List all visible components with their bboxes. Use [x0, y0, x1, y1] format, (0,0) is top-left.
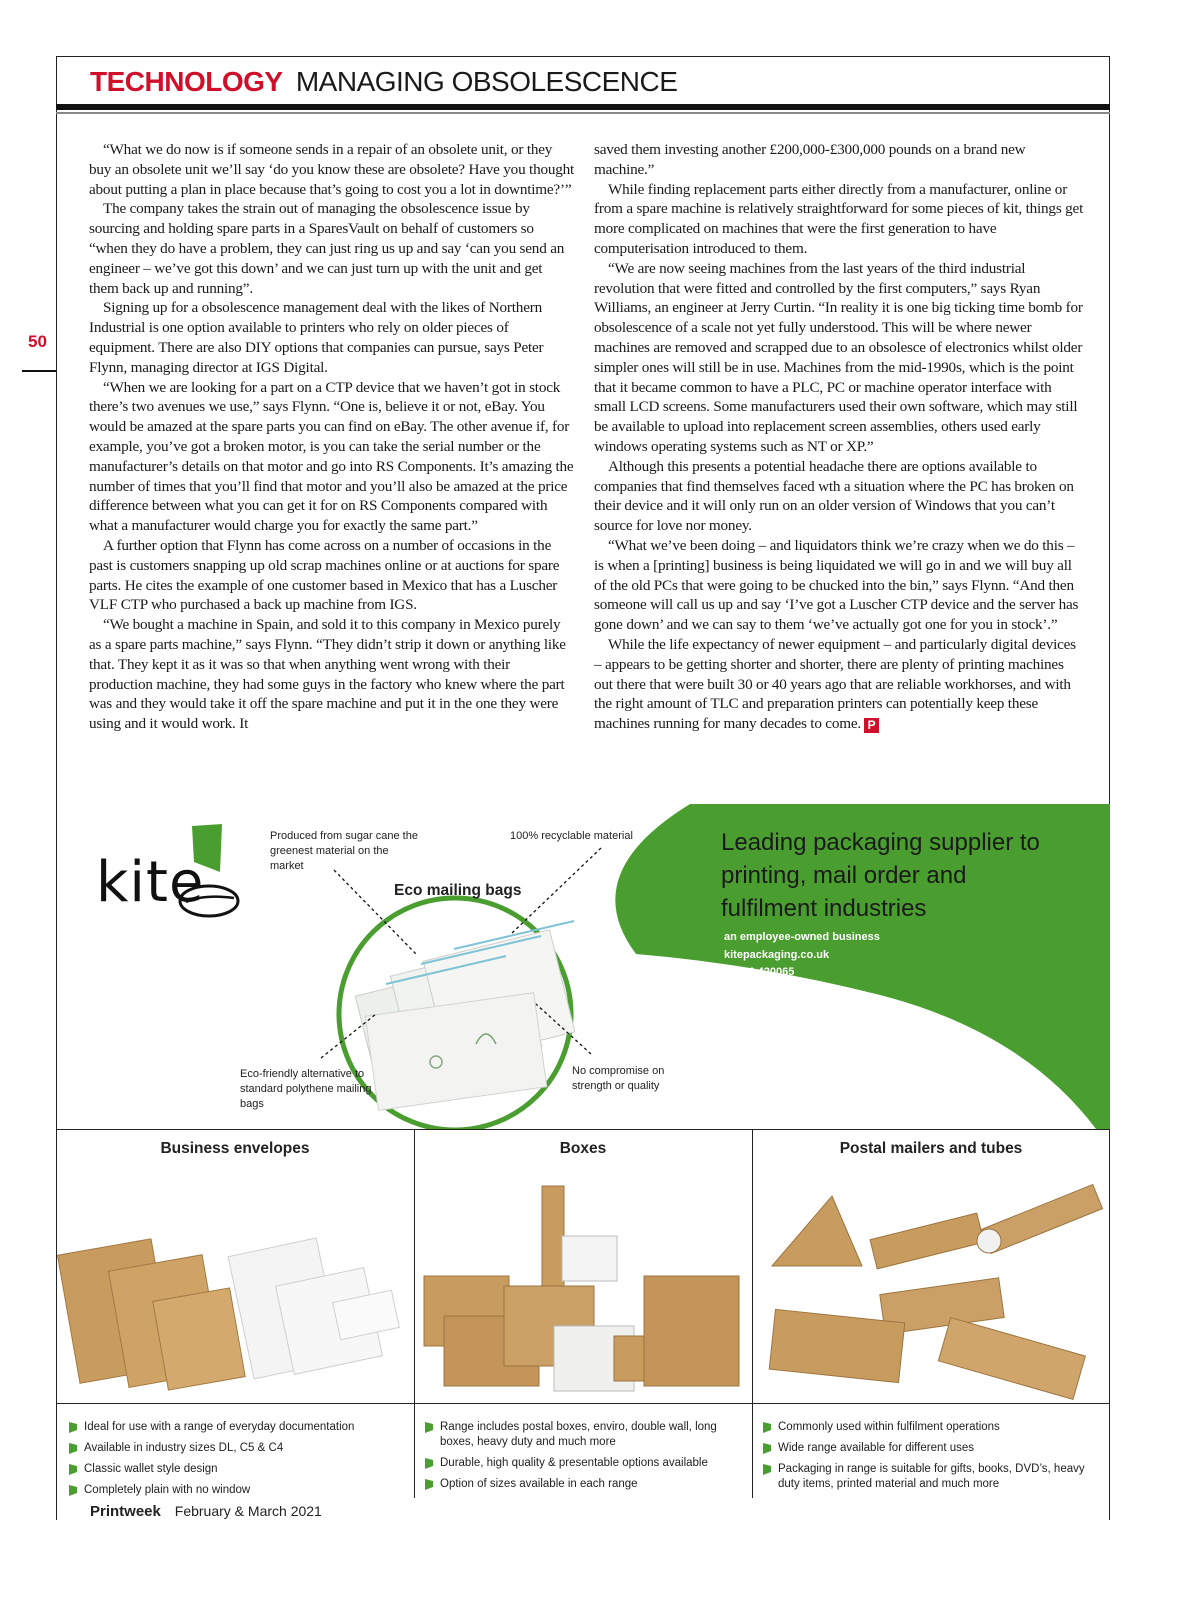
- callout-eco-friendly: Eco-friendly alternative to standard polythene mailing bags: [240, 1068, 372, 1110]
- paragraph: “We are now seeing machines from the last years of the third industrial revolution that were fitted and controlled by the first computers,” says Ryan Williams, an engineer at Jerry Curtin. “In reality it is one big ticking time bomb for obsolescence of a scale not yet fully understood. This will be where newer machines are removed and scrapped due to an obsolesce of electronics whilst older simpler ones will still be in use. Machines from the mid-1990s, which is the point that it became common to have a PLC, PC or machine operator interface with small LCD screens. Some manufacturers used their own software, which may still be available to upload into replacement screen assemblies, others used early windows operating systems such as NT or XP.”: [594, 259, 1083, 455]
- article-column-left: [89, 140, 575, 734]
- flag-bullet-icon: [68, 1443, 78, 1454]
- paragraph: “What we do now is if someone sends in a repair of an obsolete unit, or they buy an obsolete unit we’ll say ‘do you know these are obsolete? Have you thought about putting a plan in place because that’s going to cost you a lot in downtime?’”: [89, 141, 575, 198]
- bullet-text: Available in industry sizes DL, C5 & C4: [84, 1442, 284, 1454]
- paragraph-text: While the life expectancy of newer equipment – and particularly digital devices – appears to be getting shorter and shorter, there are plenty of printing machines out there that were built 30 or 40 years ago that are reliable workhorses, and with the right amount of TLC and preparation printers can potentially keep these machines running for many decades to come.: [594, 635, 1076, 733]
- bullet-text: Durable, high quality & presentable options available: [440, 1457, 708, 1469]
- bullet-text: Wide range available for different uses: [778, 1442, 975, 1454]
- list-item: [422, 1420, 746, 1450]
- list-item: [760, 1441, 1086, 1456]
- advert-hero: [56, 804, 1110, 1129]
- topic-label: MANAGING OBSOLESCENCE: [295, 66, 678, 97]
- paragraph: saved them investing another £200,000-£300,000 pounds on a brand new machine.”: [594, 141, 1026, 178]
- page-number: 50: [28, 332, 47, 351]
- row-divider: [56, 1403, 1110, 1404]
- article-column-right: [594, 140, 1084, 734]
- callout-recyclable: 100% recyclable material: [510, 830, 633, 842]
- flag-bullet-icon: [424, 1458, 434, 1469]
- list-item: [66, 1420, 406, 1435]
- footer-issue: February & March 2021: [174, 1503, 322, 1519]
- bullet-text: Completely plain with no window: [84, 1484, 251, 1496]
- bullet-text: Commonly used within fulfilment operations: [778, 1421, 1000, 1433]
- flag-bullet-icon: [424, 1422, 434, 1433]
- list-item: [422, 1477, 746, 1492]
- list-item: [66, 1462, 406, 1477]
- end-mark-icon: P: [864, 718, 879, 733]
- list-item: [422, 1456, 746, 1471]
- paragraph: The company takes the strain out of managing the obsolescence issue by sourcing and holding spare parts in a SparesVault on behalf of customers so “when they do have a problem, they can just ring us up and say ‘can you send an engineer – we’ve got this down’ and we can just turn up with the unit and get them back up and running”.: [89, 200, 565, 297]
- advert-contact: [724, 929, 880, 982]
- page-footer: [90, 1503, 322, 1520]
- header-rule-thin: [56, 112, 1110, 114]
- list-item: [66, 1441, 406, 1456]
- flag-bullet-icon: [762, 1464, 772, 1475]
- product-grid: [56, 1129, 1110, 1521]
- contact-line: an employee-owned business: [724, 931, 880, 943]
- flag-bullet-icon: [762, 1443, 772, 1454]
- list-item: [66, 1483, 406, 1498]
- product-title-envelopes: Business envelopes: [160, 1140, 310, 1157]
- paragraph: Although this presents a potential headache there are options available to companies that find themselves faced wth a situation where the PC has broken on their device and it will only run on an older version of Windows that you can’t source for love nor money.: [594, 457, 1074, 535]
- mailers-bullets: [760, 1420, 1086, 1498]
- flag-bullet-icon: [68, 1464, 78, 1475]
- advert-tagline: Leading packaging supplier to printing, mail order and fulfilment industries: [721, 829, 1040, 922]
- paragraph: “When we are looking for a part on a CTP device that we haven’t got in stock there’s two avenues we use,” says Flynn. “One is, believe it or not, eBay. You would be amazed at the spare parts you can find on eBay. The other avenue if, for example, you’ve got a broken motor, is you can take the serial number or the manufacturer’s details on that motor and go into RS Components. It’s amazing the number of times that you’ll find that motor and you’ll also be amazed at the price difference between what you can get it for on RS Components compared with what a manufacturer would charge you for exactly the same part.”: [89, 378, 574, 535]
- flag-bullet-icon: [762, 1422, 772, 1433]
- paragraph: Signing up for a obsolescence management deal with the likes of Northern Industrial is one option available to printers who rely on older pieces of equipment. There are also DIY options that companies can pursue, says Peter Flynn, managing director at IGS Digital.: [89, 299, 544, 376]
- product-title-mailers: Postal mailers and tubes: [839, 1140, 1023, 1157]
- header-rule: [56, 104, 1110, 110]
- mailers-image: [752, 1166, 1110, 1402]
- boxes-bullets: [422, 1420, 746, 1498]
- contact-website: kitepackaging.co.uk: [724, 948, 830, 961]
- footer-brand: Printweek: [90, 1503, 161, 1520]
- eco-mailing-bags-title: Eco mailing bags: [394, 882, 522, 899]
- bullet-text: Classic wallet style design: [84, 1463, 218, 1475]
- flag-bullet-icon: [68, 1485, 78, 1496]
- list-item: [760, 1420, 1086, 1435]
- flag-bullet-icon: [68, 1422, 78, 1433]
- bullet-text: Ideal for use with a range of everyday documentation: [84, 1421, 355, 1433]
- envelopes-image: [56, 1166, 414, 1402]
- envelopes-bullets: [66, 1420, 406, 1504]
- kite-advert: [56, 804, 1110, 1520]
- bullet-text: Option of sizes available in each range: [440, 1478, 638, 1490]
- boxes-image: [414, 1166, 752, 1402]
- paragraph: While finding replacement parts either directly from a manufacturer, online or from a spare machine is relatively straightforward for some pieces of kit, things get more complicated on machines that were the first generation to have computerisation introduced to them.: [594, 180, 1084, 257]
- callout-sugar-cane: Produced from sugar cane the greenest material on the market: [270, 830, 418, 872]
- kite-wordmark: kite: [96, 850, 205, 915]
- list-item: [760, 1462, 1086, 1492]
- section-label: TECHNOLOGY: [90, 66, 283, 97]
- bullet-text: Range includes postal boxes, enviro, double wall, long boxes, heavy duty and much more: [440, 1421, 717, 1448]
- paragraph: “We bought a machine in Spain, and sold it to this company in Mexico purely as a spare parts machine,” says Flynn. “They didn’t strip it down or anything like that. They kept it as it was so that when anything went wrong with their production machine, they had some guys in the factory who knew where the part was and they would take it off the spare machine and put it in the one they were using and it would work. It: [89, 616, 566, 733]
- paragraph: A further option that Flynn has come across on a number of occasions in the past is customers snapping up old scrap machines online or at auctions for spare parts. He cites the example of one customer based in Mexico that has a Luscher VLF CTP who purchased a back up machine from IGS.: [89, 536, 560, 614]
- product-title-boxes: Boxes: [559, 1140, 607, 1157]
- bullet-text: Packaging in range is suitable for gifts, books, DVD’s, heavy duty items, printed material and much more: [778, 1463, 1085, 1490]
- callout-strength: No compromise on strength or quality: [572, 1065, 665, 1092]
- contact-phone: 02476 420065: [724, 966, 795, 978]
- page-number-rule: [22, 370, 56, 372]
- page-header: [90, 66, 677, 98]
- paragraph-last: [594, 635, 1084, 734]
- paragraph: “What we’ve been doing – and liquidators think we’re crazy when we do this – is when a [printing] business is being liquidated we will go in and we will buy all of the old PCs that were going to be chucked into the bin,” says Flynn. “And then someone will call us up and say ‘I’ve got a Luscher CTP device and the server has gone down’ and we can say to them ‘we’ve actually got one for you in stock’.”: [594, 536, 1079, 634]
- flag-bullet-icon: [424, 1479, 434, 1490]
